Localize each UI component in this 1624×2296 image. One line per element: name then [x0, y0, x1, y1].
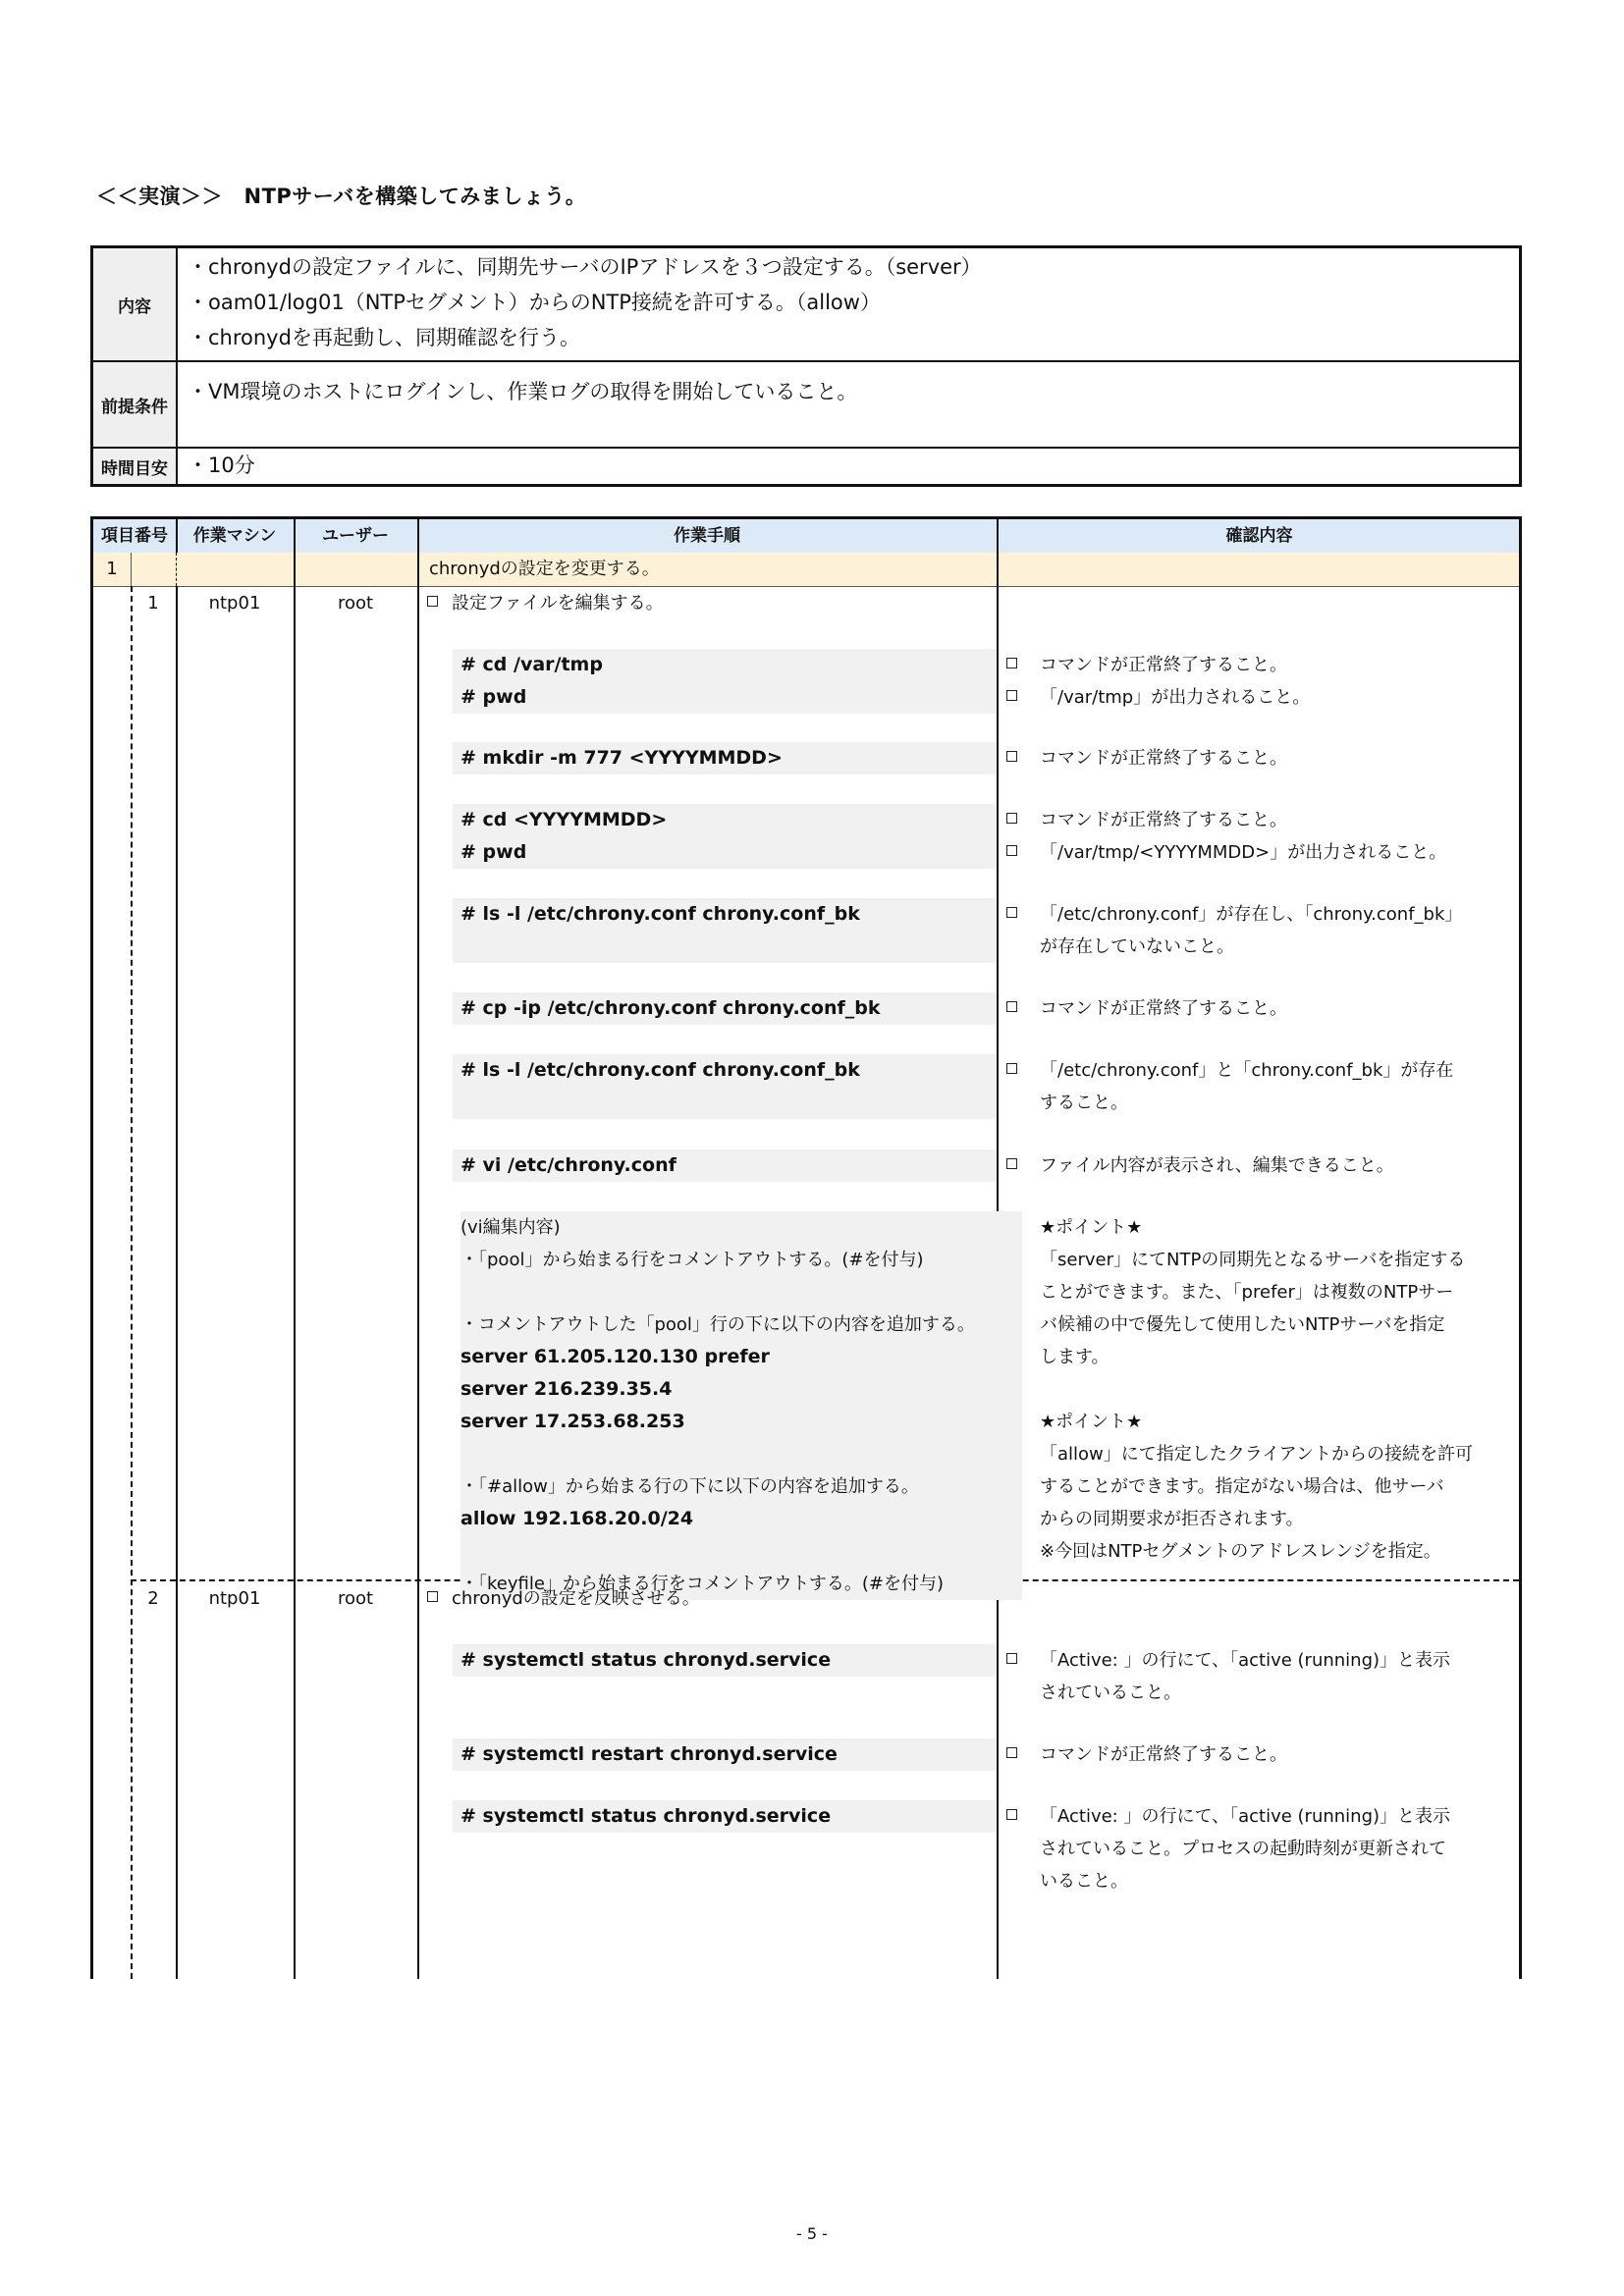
- checkbox-icon[interactable]: [1006, 845, 1017, 856]
- checkbox-icon[interactable]: [1006, 658, 1017, 668]
- check-item: [1006, 992, 1517, 1025]
- check-text: コマンドが正常終了すること。: [1040, 655, 1287, 675]
- summary-row-content: [93, 248, 1519, 362]
- check-item: [1006, 1800, 1517, 1833]
- edit-server-line: server 216.239.35.4: [460, 1373, 1022, 1406]
- check-item: [1006, 836, 1517, 869]
- check-text: いること。: [1040, 1871, 1128, 1892]
- edit-spacer: [460, 1276, 1022, 1308]
- step1-machine: ntp01: [208, 593, 261, 614]
- point-line: ※今回はNTPセグメントのアドレスレンジを指定。: [1040, 1541, 1441, 1562]
- edit-server-line: server 17.253.68.253: [460, 1406, 1022, 1438]
- check-item: [1006, 742, 1517, 774]
- content-line: ・chronydの設定ファイルに、同期先サーバのIPアドレスを３つ設定する。（server）: [188, 255, 982, 279]
- page-title: ＜＜実演＞＞ NTPサーバを構築してみましょう。: [96, 185, 587, 208]
- command-mkdir: # mkdir -m 777 <YYYYMMDD>: [453, 742, 997, 774]
- check-text: 「/etc/chrony.conf」と「chrony.conf_bk」が存在: [1040, 1060, 1454, 1081]
- section-title: chronydの設定を変更する。: [429, 559, 660, 579]
- check-text: が存在していないこと。: [1040, 936, 1234, 957]
- edit-keyfile: ・「keyfile」から始まる行をコメントアウトする。(#を付与): [460, 1568, 1022, 1600]
- check-text: 「/var/tmp」が出力されること。: [1040, 687, 1311, 708]
- check-item: [1006, 681, 1517, 714]
- check-text: されていること。プロセスの起動時刻が更新されて: [1040, 1839, 1446, 1859]
- step1-number: 1: [147, 593, 159, 614]
- content-line: ・chronydを再起動し、同期確認を行う。: [188, 326, 580, 349]
- section-number: 1: [106, 559, 118, 579]
- check-item: [1006, 1644, 1517, 1677]
- divider: [176, 519, 178, 553]
- step2-machine: ntp01: [208, 1588, 261, 1609]
- edit-allow-instruction: ・「#allow」から始まる行の下に以下の内容を追加する。: [460, 1470, 1022, 1503]
- divider: [294, 519, 296, 1979]
- step1-title: [427, 587, 664, 619]
- step1-title-text: 設定ファイルを編集する。: [452, 593, 664, 614]
- command-ls: # ls -l /etc/chrony.conf chrony.conf_bk: [453, 898, 997, 963]
- check-text: されていること。: [1040, 1682, 1181, 1703]
- checkbox-icon[interactable]: [1006, 813, 1017, 824]
- step2-title-text: chronydの設定を反映させる。: [452, 1588, 700, 1609]
- point-line: することができます。指定がない場合は、他サーバ: [1040, 1476, 1444, 1497]
- summary-table: [90, 245, 1522, 487]
- header-user: ユーザー: [322, 526, 389, 546]
- check-item: [1006, 804, 1517, 836]
- divider: [176, 586, 178, 1979]
- header-check: 確認内容: [1225, 526, 1293, 546]
- procedure-table: [90, 516, 1522, 1979]
- command-cd-date: # cd <YYYYMMDD>: [453, 804, 997, 836]
- command-cd: # cd /var/tmp: [453, 649, 997, 681]
- command-vi: # vi /etc/chrony.conf: [453, 1149, 997, 1182]
- header-item-no: 項目番号: [101, 526, 168, 546]
- checkbox-icon[interactable]: [1006, 1001, 1017, 1012]
- check-text: コマンドが正常終了すること。: [1040, 810, 1287, 830]
- edit-pool: ・「pool」から始まる行をコメントアウトする。(#を付与): [460, 1244, 1022, 1276]
- check-item: [1006, 1054, 1517, 1087]
- point-title: ★ポイント★: [1040, 1412, 1143, 1432]
- precondition-label: 前提条件: [93, 362, 178, 447]
- step2-number: 2: [147, 1588, 159, 1609]
- time-value: ・10分: [188, 454, 255, 477]
- time-label: 時間目安: [93, 449, 178, 484]
- command-ls: # ls -l /etc/chrony.conf chrony.conf_bk: [453, 1054, 997, 1119]
- point-line: します。: [1040, 1347, 1110, 1367]
- page-number: - 5 -: [796, 2224, 828, 2243]
- edit-spacer: [460, 1438, 1022, 1470]
- summary-row-precondition: [93, 362, 1519, 449]
- edit-instructions: [453, 1211, 1022, 1600]
- check-text: コマンドが正常終了すること。: [1040, 1744, 1287, 1765]
- checkbox-icon[interactable]: [427, 596, 438, 607]
- check-text: すること。: [1040, 1093, 1128, 1113]
- point-line: からの同期要求が拒否されます。: [1040, 1509, 1304, 1529]
- check-item: [1006, 649, 1517, 681]
- divider-dashed: [176, 553, 177, 586]
- command-pwd: # pwd: [453, 836, 997, 869]
- content-value: [178, 248, 992, 360]
- edit-server-line: server 61.205.120.130 prefer: [460, 1341, 1022, 1373]
- content-label: 内容: [93, 248, 178, 360]
- check-item: [1006, 898, 1517, 931]
- command-cp: # cp -ip /etc/chrony.conf chrony.conf_bk: [453, 992, 997, 1025]
- point-note-allow: [1040, 1406, 1531, 1568]
- step2-user: root: [337, 1588, 374, 1609]
- check-item: [1006, 1738, 1517, 1771]
- checkbox-icon[interactable]: [1006, 751, 1017, 762]
- check-text: 「/var/tmp/<YYYYMMDD>」が出力されること。: [1040, 842, 1447, 863]
- checkbox-icon[interactable]: [427, 1591, 438, 1602]
- divider: [131, 553, 132, 586]
- precondition-value: ・VM環境のホストにログインし、作業ログの取得を開始していること。: [188, 380, 858, 403]
- command-restart: # systemctl restart chronyd.service: [453, 1738, 997, 1771]
- point-title: ★ポイント★: [1040, 1217, 1143, 1238]
- check-text: 「Active: 」の行にて、「active (running)」と表示: [1040, 1650, 1451, 1671]
- checkbox-icon[interactable]: [1006, 1747, 1017, 1758]
- header-machine: 作業マシン: [192, 526, 277, 546]
- checkbox-icon[interactable]: [1006, 1063, 1017, 1074]
- content-line: ・oam01/log01（NTPセグメント）からのNTP接続を許可する。（allow）: [188, 291, 881, 314]
- divider: [417, 519, 419, 1979]
- step1-user: root: [337, 593, 374, 614]
- checkbox-icon[interactable]: [1006, 1809, 1017, 1820]
- point-line: 「allow」にて指定したクライアントからの接続を許可: [1040, 1444, 1473, 1465]
- table-header: [93, 519, 1519, 555]
- checkbox-icon[interactable]: [1006, 690, 1017, 701]
- edit-spacer: [460, 1535, 1022, 1568]
- section-row: [93, 553, 1519, 587]
- point-line: バ候補の中で優先して使用したいNTPサーバを指定: [1040, 1314, 1445, 1335]
- check-text: コマンドが正常終了すること。: [1040, 748, 1287, 769]
- checkbox-icon[interactable]: [1006, 1653, 1017, 1664]
- summary-row-time: [93, 449, 1519, 484]
- check-item: [1006, 1149, 1517, 1182]
- edit-allow-line: allow 192.168.20.0/24: [460, 1503, 1022, 1535]
- point-line: 「server」にてNTPの同期先となるサーバを指定する: [1040, 1250, 1466, 1270]
- check-text: ファイル内容が表示され、編集できること。: [1040, 1155, 1394, 1176]
- edit-add: ・コメントアウトした「pool」行の下に以下の内容を追加する。: [460, 1308, 1022, 1341]
- check-text: 「/etc/chrony.conf」が存在し、「chrony.conf_bk」: [1040, 904, 1463, 925]
- point-note-server: [1040, 1211, 1531, 1373]
- header-procedure: 作業手順: [674, 526, 740, 546]
- checkbox-icon[interactable]: [1006, 1158, 1017, 1169]
- divider-dashed: [131, 586, 133, 1979]
- checkbox-icon[interactable]: [1006, 907, 1017, 918]
- step2-title: [427, 1582, 700, 1615]
- edit-head: (vi編集内容): [460, 1211, 1022, 1244]
- command-status: # systemctl status chronyd.service: [453, 1800, 997, 1833]
- check-text: 「Active: 」の行にて、「active (running)」と表示: [1040, 1806, 1451, 1827]
- command-pwd: # pwd: [453, 681, 997, 714]
- point-line: ことができます。また、「prefer」は複数のNTPサー: [1040, 1282, 1454, 1303]
- check-text: コマンドが正常終了すること。: [1040, 998, 1287, 1019]
- command-status: # systemctl status chronyd.service: [453, 1644, 997, 1677]
